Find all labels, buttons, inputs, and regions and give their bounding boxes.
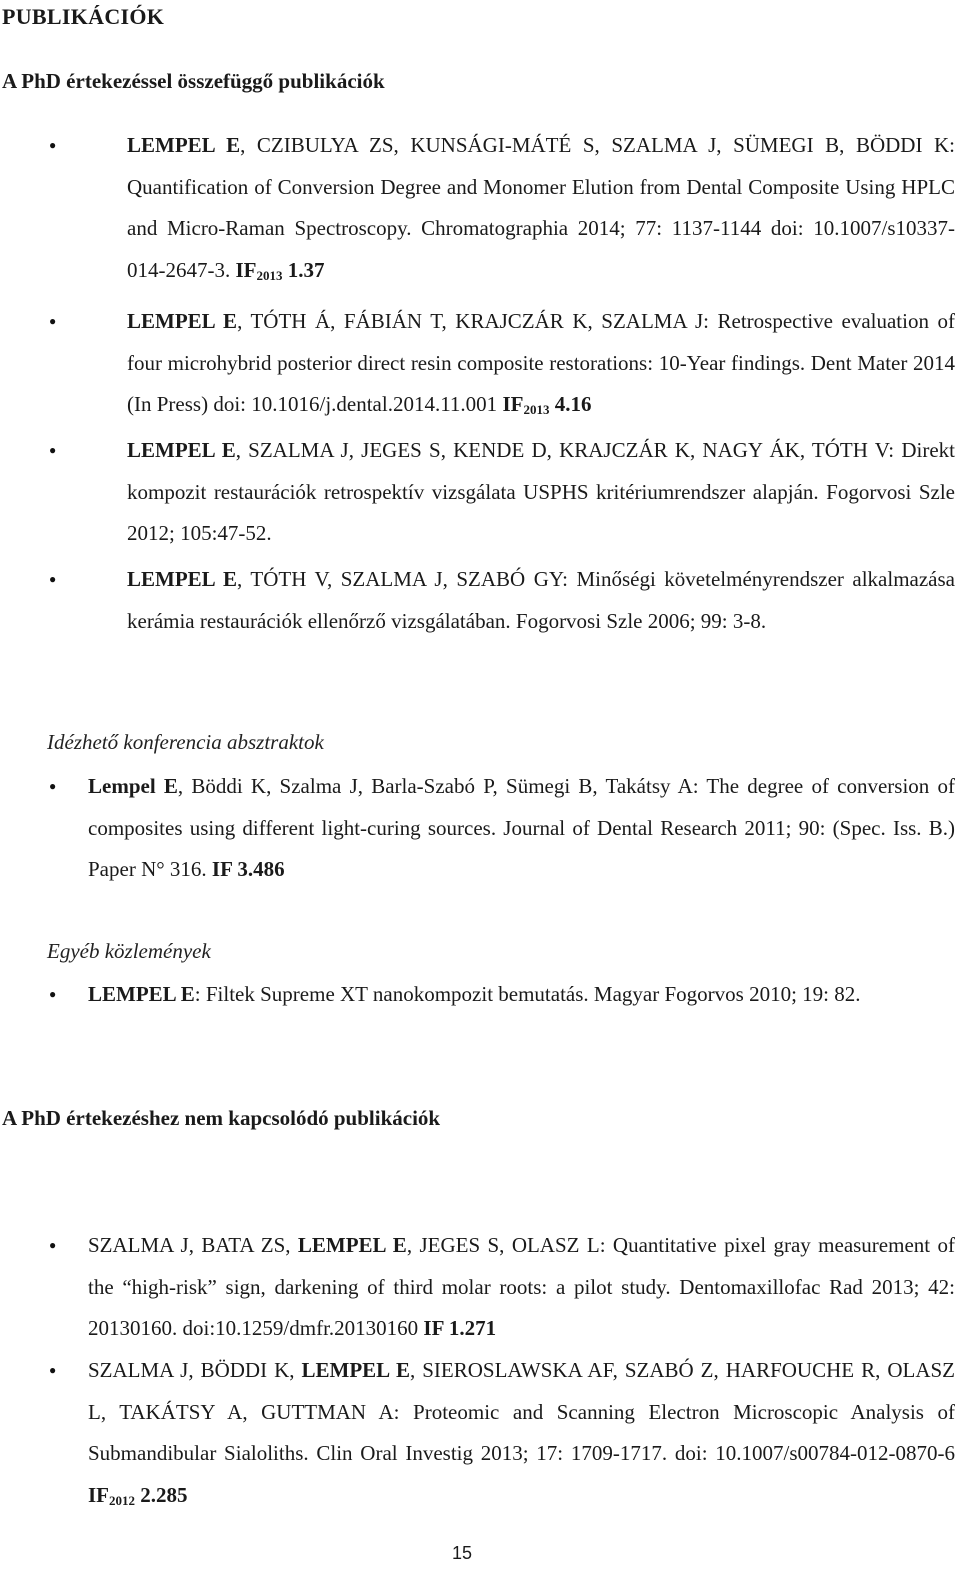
page-title: PUBLIKÁCIÓK: [2, 4, 165, 29]
authors: , SZALMA J, JEGES S, KENDE D, KRAJCZÁR K, NAGY ÁK, TÓTH V:: [235, 438, 902, 462]
publication-text: Quantification of Conversion Degree and Monomer Elution from Dental Composite Using HPLC and Micro-Raman Spectroscopy. Chromatographia 2014; 77: 1137-1144 doi: 10.1007/s10337-014-2647-3.: [127, 174, 955, 282]
impact-factor: IF 1.271: [423, 1316, 497, 1340]
impact-factor: $IF_{2012}$ 2.285: [88, 1482, 188, 1508]
bullet: ●: [49, 779, 57, 793]
publication-text: : Filtek Supreme XT nanokompozit bemutatás. Magyar Fogorvos 2010; 19: 82.: [194, 982, 861, 1006]
publication-text: Direkt kompozit restaurációk retrospektív vizsgálata USPHS kritériumrendszer alapján. Fogorvosi Szle 2012; 105:47-52.: [127, 438, 955, 545]
authors: , Böddi K, Szalma J, Barla-Szabó P, Sümegi B, Takátsy A:: [177, 774, 707, 798]
publication-entry: [88, 1225, 955, 1350]
impact-factor: $IF_{2013}$ 4.16: [502, 392, 592, 417]
authors: , TÓTH Á, FÁBIÁN T, KRAJCZÁR K, SZALMA J:: [237, 309, 718, 333]
bullet: ●: [49, 1238, 57, 1252]
publication-text: Minőségi követelményrendszer alkalmazása kerámia restaurációk ellenőrző vizsgálatában. Fogorvosi Szle 2006; 99: 3-8.: [127, 567, 955, 633]
authors: , JEGES S, OLASZ L:: [406, 1233, 613, 1257]
publication-text: Proteomic and Scanning Electron Microscopic Analysis of Submandibular Sialoliths. Clin Oral Investig 2013; 17: 1709-1717. doi: 10.1007/s00784-012-0870-6: [88, 1399, 955, 1465]
bullet: ●: [49, 1363, 57, 1377]
section-heading-other: Egyéb közlemények: [47, 939, 211, 963]
impact-factor: IF 3.486: [211, 857, 285, 881]
bullet: ●: [49, 987, 57, 1001]
bullet: ●: [49, 138, 57, 152]
publication-entry: [127, 430, 955, 555]
authors: , SIEROSLAWSKA AF, SZABÓ Z, HARFOUCHE R, OLASZ L, TAKÁTSY A, GUTTMAN A:: [88, 1358, 955, 1424]
authors: SZALMA J, BÖDDI K,: [88, 1358, 302, 1382]
author-highlight: Lempel E: [88, 774, 178, 798]
conference-entry: [88, 766, 955, 891]
authors: SZALMA J, BATA ZS,: [88, 1233, 298, 1257]
publication-entry: [127, 125, 955, 291]
authors: , CZIBULYA ZS, KUNSÁGI-MÁTÉ S, SZALMA J, SÜMEGI B, BÖDDI K:: [240, 133, 955, 157]
impact-factor: $IF_{2013}$ 1.37: [235, 257, 325, 283]
author-highlight: LEMPEL E: [127, 438, 236, 462]
publication-text: Quantitative pixel gray measurement of the “high-risk” sign, darkening of third molar roots: a pilot study. Dentomaxillofac Rad 2013; 42: 20130160. doi:10.1259/dmfr.20130160: [88, 1233, 955, 1340]
publication-text: The degree of conversion of composites using different light-curing sources. Journal of Dental Research 2011; 90: (Spec. Iss. B.) Paper N° 316.: [88, 774, 955, 881]
author-highlight: LEMPEL E: [301, 1358, 411, 1382]
author-highlight: LEMPEL E: [127, 567, 238, 591]
author-highlight: LEMPEL E: [297, 1233, 407, 1257]
publication-entry: [88, 1350, 955, 1516]
publication-entry: [127, 301, 955, 426]
bullet: ●: [49, 572, 57, 586]
author-highlight: LEMPEL E: [127, 309, 238, 333]
author-highlight: LEMPEL E: [88, 982, 195, 1006]
bullet: ●: [49, 314, 57, 328]
section-heading-conference: Idézhető konferencia absztraktok: [47, 730, 324, 754]
author-highlight: LEMPEL E: [127, 133, 241, 157]
section-heading-unrelated: A PhD értekezéshez nem kapcsolódó publikációk: [2, 1106, 441, 1130]
authors: , TÓTH V, SZALMA J, SZABÓ GY:: [237, 567, 577, 591]
page-number: 15: [452, 1543, 473, 1563]
section-heading-related: A PhD értekezéssel összefüggő publikációk: [2, 69, 385, 93]
other-entry: [88, 974, 955, 1016]
publication-text: Retrospective evaluation of four microhybrid posterior direct resin composite restorations: 10-Year findings. Dent Mater 2014 (In Press) doi: 10.1016/j.dental.2014.11.001: [127, 309, 955, 416]
publication-entry: [127, 559, 955, 642]
bullet: ●: [49, 443, 57, 457]
